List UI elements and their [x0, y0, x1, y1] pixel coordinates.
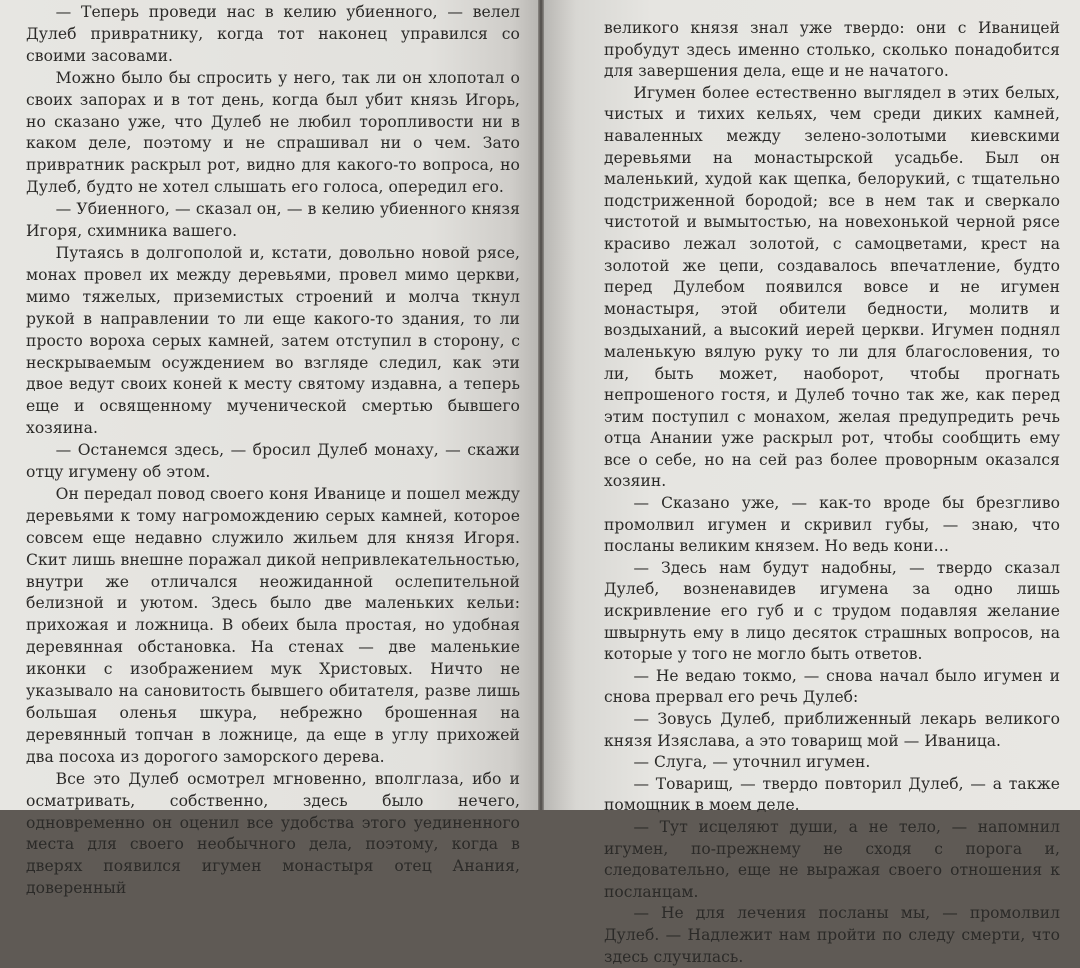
paragraph: Все это Дулеб осмотрел мгновенно, вполглаза, ибо и осматривать, собственно, здесь было нечего, одновременно он оценил все удобства этого уединенного места для своего необычного дела, поэтому, когда в дверях появился игумен монастыря отец Анания, доверенный	[26, 769, 520, 898]
paragraph: Путаясь в долгополой и, кстати, довольно новой рясе, монах провел их между деревьями, провел мимо церкви, мимо тяжелых, приземистых строений и молча ткнул рукой в направлении то ли еще какого-то здания, то ли просто вороха серых камней, затем отступил в сторону, с нескрываемым осуждением во взгляде следил, как эти двое ведут своих коней к месту святому издавна, а теперь еще и освященному мученической смертью бывшего хозяина.	[26, 243, 520, 438]
paragraph: Игумен более естественно выглядел в этих белых, чистых и тихих кельях, чем среди диких камней, наваленных между зелено-золотыми киевскими деревьями на монастырской усадьбе. Был он маленький, худой как щепка, белорукий, с тщательно подстриженной бородой; все в нем так и сверкало чистотой и вымытостью, на новехонькой черной рясе красиво лежал золотой, с самоцветами, крест на золотой же цепи, создавалось впечатление, будто перед Дулебом появился вовсе и не игумен монастыря, этой обители бедности, молитв и воздыханий, а высокий иерей церкви. Игумен поднял маленькую вялую руку то ли для благословения, то ли, быть может, наоборот, чтобы прогнать непрошеного гостя, и Дулеб точно так же, как перед этим поступил с монахом, желая предупредить речь отца Анании уже раскрыл рот, чтобы сообщить ему все о себе, но на сей раз более проворным оказался хозяин.	[604, 83, 1060, 491]
paragraph: — Сказано уже, — как-то вроде бы брезгливо промолвил игумен и скривил губы, — знаю, что посланы великим князем. Но ведь кони…	[604, 494, 1060, 556]
right-page	[544, 0, 1080, 966]
paragraph: — Тут исцеляют души, а не тело, — напомнил игумен, по-прежнему не сходя с порога и, следовательно, еще не выражая своего отношения к посланцам.	[604, 817, 1060, 901]
paragraph: — Не ведаю токмо, — снова начал было игумен и снова прервал его речь Дулеб:	[604, 666, 1060, 707]
paragraph: Он передал повод своего коня Иванице и пошел между деревьями к тому нагромождению серых камней, которое совсем еще недавно служило жильем для князя Игоря. Скит лишь внешне поражал дикой непривлекательностью, внутри же отличался неожиданной ослепительной белизной и уютом. Здесь было две маленьких кельи: прихожая и ложница. В обеих была простая, но удобная деревянная обстановка. На стенах — две маленькие иконки с изображением мук Христовых. Ничто не указывало на сановитость бывшего обитателя, разве лишь большая оленья шкура, небрежно брошенная на деревянный топчан в ложнице, да еще в углу прихожей два посоха из дорогого заморского дерева.	[26, 484, 520, 766]
paragraph: — Не для лечения посланы мы, — промолвил Дулеб. — Надлежит нам пройти по следу смерти, что здесь случилась.	[604, 904, 1060, 966]
left-page	[0, 0, 538, 898]
paragraph: Можно было бы спросить у него, так ли он хлопотал о своих запорах и в тот день, когда был убит князь Игорь, но сказано уже, что Дулеб не любил торопливости ни в каком деле, поэтому и не спрашивал ни о чем. Зато привратник раскрыл рот, видно для какого-то вопроса, но Дулеб, будто не хотел слышать его голоса, опередил его.	[26, 68, 520, 197]
paragraph: — Останемся здесь, — бросил Дулеб монаху, — скажи отцу игумену об этом.	[26, 441, 520, 482]
paragraph: — Здесь нам будут надобны, — твердо сказал Дулеб, возненавидев игумена за одно лишь искривление его губ и с трудом подавляя желание швырнуть ему в лицо десяток страшных вопросов, на которые у того не могло быть ответов.	[604, 558, 1060, 664]
paragraph: великого князя знал уже твердо: они с Иваницей пробудут здесь именно столько, сколько понадобится для завершения дела, еще и не начатого.	[604, 19, 1060, 81]
paragraph: — Теперь проведи нас в келию убиенного, — велел Дулеб привратнику, когда тот наконец управился со своими засовами.	[26, 3, 520, 65]
paragraph: — Убиенного, — сказал он, — в келию убиенного князя Игоря, схимника вашего.	[26, 200, 520, 241]
paragraph: — Слуга, — уточнил игумен.	[633, 753, 871, 772]
paragraph: — Зовусь Дулеб, приближенный лекарь великого князя Изяслава, а это товарищ мой — Иваница.	[604, 710, 1060, 750]
paragraph: — Товарищ, — твердо повторил Дулеб, — а также помощник в моем деле.	[604, 774, 1060, 815]
